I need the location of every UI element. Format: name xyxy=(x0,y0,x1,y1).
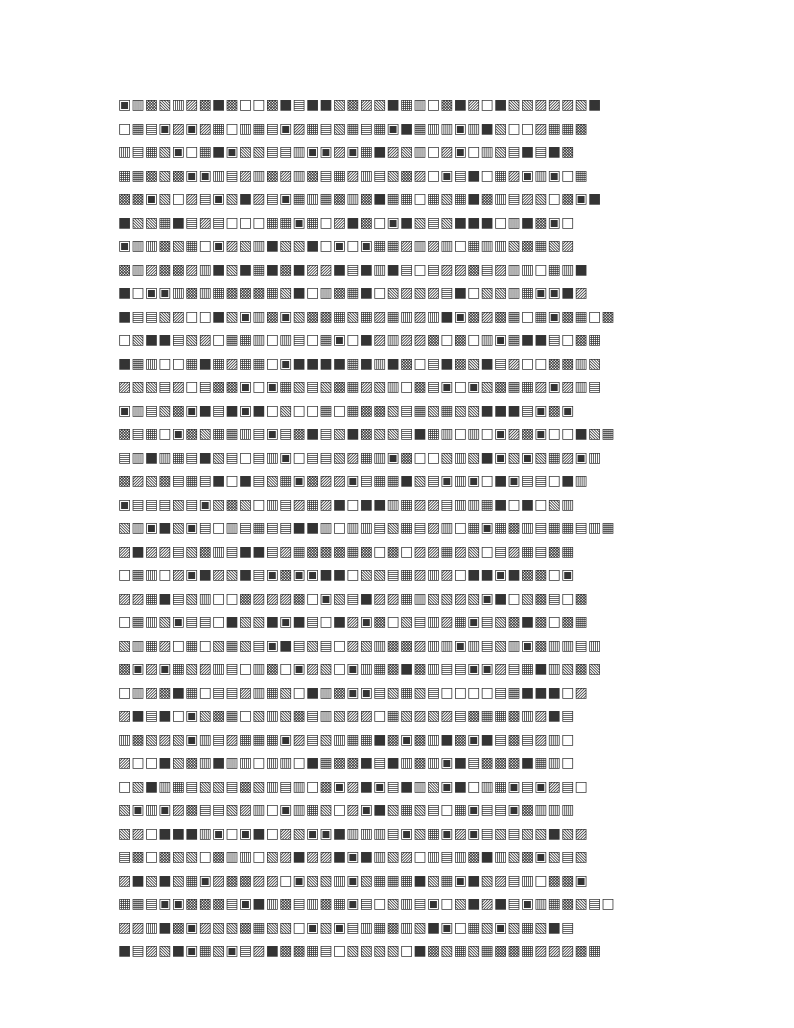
text-line: ▧▨□■■■▥▣□▣■□▨▧▣▣■▥▥▥▤▣▧▦▣▨▣▤▧▤▧▧■▧▨ xyxy=(118,825,588,842)
text-line: ▩▩▣▧□▨▤▣▧■▨▤▣▦▥▦▩▥▩■▦▦□▦▧▦■▩▥▤▨▧□▩▣■ xyxy=(118,191,602,207)
text-line: ▧▣▥▣▨▩▤▤▧▨▥□▣▥▦▧□▨▣■▧▦▧▤□▦▣▤▤▣▩▥▥▥ xyxy=(118,802,575,818)
text-line: ▩▨▧▩▤▦▤■□■▤▧▦▣▩▨▨▣▤▦▦■▧▤▣▥▣□■▣▤▤□■▥ xyxy=(118,473,588,489)
text-line: ■□▣▣▥▩▥▦▩▩▩▦▧■□▥▩▦■□▧▨▧▨▤■□▧▧▥▦▣▣■▨ xyxy=(118,285,588,301)
text-line: ▣▥▩▧▥▨▩■▩□□▩■▤■■▧▩▨▧■▦▥□▩■▨□■▧▧▨▨▨▧■ xyxy=(118,97,602,113)
text-line: ▨□□■▧▩▥■▥▥□▥▥□■▦▩▩■▤■▥▩▥▣■▤▩▩▩■▦▥□ xyxy=(118,755,575,771)
text-line: ▨▨▥■▩▣▨▧▧▩▦▧▧□▣▧▣▤▥▦▩▥▧■▣□▦▧▣▧▦▧■▤ xyxy=(118,919,575,936)
text-line: ▣▤▤▤▧▤▣▧▩▧□▥▤▨▦▨■□■■▥▦▨▨▤▥▥▦■□■□▧▥ xyxy=(118,496,575,513)
text-line: ▤▥■▥▦▤■▧▤□▤▥▣□▤▤▧▨▦▥▣▩□□▧▥▧■▣▧▣▧▦▨▣▥ xyxy=(118,449,602,466)
text-line: □▧■■▤▧▨□▦▦▥□▥▤□▦▣□■▨▥▨▨▩□▩□▥▣▦■■▤□▩▦ xyxy=(118,332,602,348)
text-line: ▨■▧■▧▦▣▨▩▩▨▨□▣▧▧▥▣▧▦▦▦■▧▦▣■▧▨▤▥□▩▩▣ xyxy=(118,872,588,889)
garbled-text-block xyxy=(118,94,678,962)
text-line: □▦▥▧▣▤▤□■▧▧■▣■▤□■▨▣▩□▧▤▥▨▦▣▤▧▩■▩□▩▦ xyxy=(118,614,588,630)
text-line: ▨▨▦■▤▧▥□□▩▨▨▨▩□▣▧▤■▨▨▦▥▧▧▨▧▣■□▧▩▤□▩ xyxy=(118,590,588,607)
text-line: ▨■▤■□▣▧▩▦□▧▥▧▩▤▥▧▨▨□▦▧▨▧▨▤▩▦▦▩▥▨■▤ xyxy=(118,708,575,724)
text-line: ■▧▧▦■▤▨▤□□□▦▦▣▦□▨■▩□▣■▧▤▧■■■□▥■▩▣□ xyxy=(118,214,575,231)
text-line: ▣▥▤▧▩▣■▤■▣■□▧□□▦□▦▩▩▧▤▦▧▦▧▧■■■▤▣▩▣ xyxy=(118,402,575,419)
text-line: □▦▤▣▨▣▨▦□▥▦▤▣▨▦▤▧▦▤▦▣■▦▥▥▣▥■▧□□▨▦▦▩ xyxy=(118,120,588,137)
text-line: ■▦▥□□▦■▦▨▦▦□▣■■■■▦■▥■▩□▤■▩▧■▤▨□□▩▩▥▧ xyxy=(118,355,602,372)
text-line: ▦▦▩▧▩▣▣▥▤▨▥▩▨▥▩▤▦▨▥▤▧▩▨□▣▤■□▦▨▣▥▣□▦ xyxy=(118,167,588,184)
text-line: ▥▩▧▨▧▣▥▤▨▦▦▦▣▨▤▧▥▦▦■▩▣▩▥■▩▣■▤▩▤▨▥□ xyxy=(118,731,575,748)
text-line: ▧▥▣■▧▣▤□▥▤▦▤▤■■▥□▥▥▤▧▦▤▨▥□▦▣▦▩▥▤▦▦▤▥▦ xyxy=(118,520,615,536)
text-line: ▤▩□▩▧▧□▩▥▥□▧▨■▨▨■▣■▥▧▨□▥▤▥▩■▥▧▩▣▧▤▧ xyxy=(118,849,588,865)
text-line: □▧■▥▦▤▧▧▤▩▧▥▤▥□▩▣▨■▣▤■▥▧▣■□▥▦▣▤▣▨▤□ xyxy=(118,778,588,795)
text-line: ▣▥▥▩▧▦□▣▨▧▥■▧▧■□▣□▣▦▦▨▥▨▥□▦▥▥▧▩▦▧▨ xyxy=(118,238,575,254)
text-line: ■▤▤▧▨□□■▧▣▥▩▣▧▩▩▦▧▦▨▦▥▨▥■▣▩▨▩▦□▦▣▩▦□▩ xyxy=(118,308,615,325)
text-line: ■▤▨▧■▣▦▧▣▤▨■▩▩▦▤□▧▧▧▧□■▩▧▦▧▦▩▩▦▨▨▨▩▦ xyxy=(118,943,602,959)
text-line: ▥▤▦▧▣□▦■▣▧▧▤▤▥▣▣▨▣▦■▨▧▥□▨▣□▥▧▤■▤■▩ xyxy=(118,144,575,160)
text-line: ▦▦▤▣▣▩▩▩▤▣■▥▩▤▥▩▦▣▤□▧▥▤▣□▧■▨■▤▣▥▦▩▧▤□ xyxy=(118,896,615,912)
text-line: ▩▣▨▣▦▧▨▥▤□▥▩□▣▨▧□▣▥▦▩■▩▥▤▤▣▣▨▤▦■▥▧▩▧ xyxy=(118,661,602,677)
text-line: ▧▥▦▨□▦□▧▦▧▤▣■▤▧▤□▨▧▥▩▩▨▥▥▣▥▤▧▥▣▩▥▥▤▥ xyxy=(118,637,602,654)
text-line: ▨▧▧▤▨□▤▩▩▣□▣▦▧▤▧▩▦▨▧▥□▩▤▣□▣▧▩▦▦▨▣▨▥▤ xyxy=(118,379,602,395)
text-line: □▥▨▩■▦□▤▤▨▥▦▧□■▥▩▣▣▤▧▦▧▤□□□□▤▦■■■□▨ xyxy=(118,684,588,701)
text-line: ▩▤▦□▣▩▧▦▦▥▤▣▤▩■▤▧■▩▧▧▤■▦▥□▥□▣▨▩▣□□■▧▦ xyxy=(118,426,615,442)
text-line: □▦▥□▨▣■▨▧■▤▣▩▣▣■■□▧▧▤▦▨▥▨□■■▣■▩▩□▣ xyxy=(118,567,575,583)
text-line: ▩▥▨▩▩▨▥■▧■▦■▩■▨▨■▤■▥■▤□▤▨▨▩▤▨▥▥□▦▥■ xyxy=(118,261,588,278)
text-line: ▨■▨▨▤▧▩▥▤■■▤▨▦▩▩▩▦▩□▩□▨▨▦▨▧□▤▨▦▤▩▦ xyxy=(118,543,575,560)
